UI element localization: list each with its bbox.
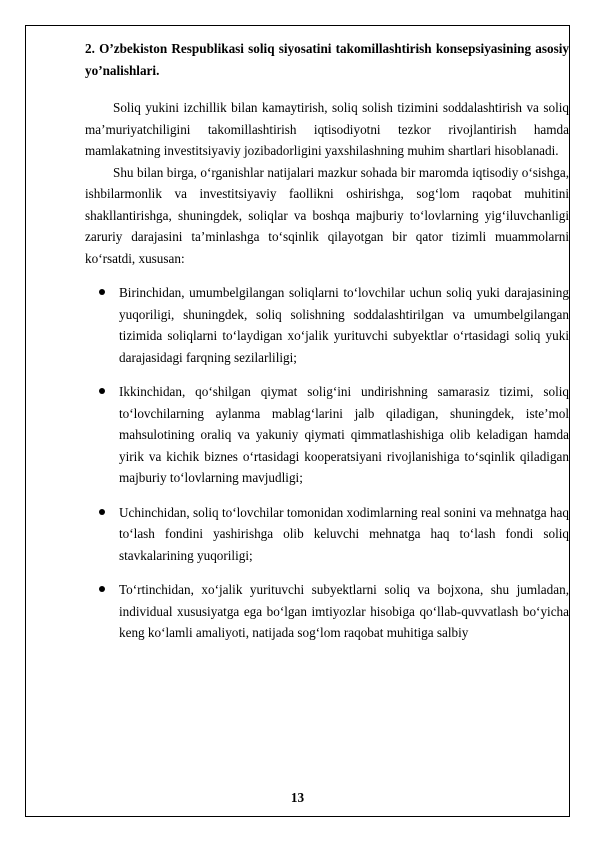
list-item-text: Ikkinchidan, qo‘shilgan qiymat solig‘ini undirishning samarasiz tizimi, soliq to‘lovchilarning aylanma mablag‘larini jalb qiladigan, shuningdek, iste’mol mahsulotining oraliq va yakuniy qiymati qimmatlashishiga olib keladigan hamda yirik va kichik biznes o‘rtasidagi kooperatsiyani rivojlanishiga to‘sqinlik qiladigan majburiy to‘lovlarning mavjudligi; xyxy=(119,384,569,485)
document-body xyxy=(85,38,569,657)
paragraph-1: Soliq yukini izchillik bilan kamaytirish, soliq solish tizimini soddalashtirish va soliq ma’muriyatchiligini takomillashtirish iqtisodiyotni tezkor rivojlantirish hamda mamlakatning investitsiyaviy jozibadorligini yaxshilashning muhim shartlari hisoblanadi. xyxy=(85,100,569,158)
list-item xyxy=(85,282,569,368)
bullet-icon xyxy=(99,289,105,295)
paragraph-2: Shu bilan birga, o‘rganishlar natijalari mazkur sohada bir maromda iqtisodiy o‘sishga, ishbilarmonlik va investitsiyaviy faollikni oshirishga, sog‘lom raqobat muhitini shakllantirishga, shuningdek, soliqlar va boshqa majburiy to‘lovlarning yig‘iluvchanligi zaruriy darajasini ta’minlashga to‘sqinlik qilayotgan bir qator tizimli muammolarni ko‘rsatdi, xususan: xyxy=(85,164,569,266)
list-item xyxy=(85,579,569,644)
bullet-icon xyxy=(99,586,105,592)
section-heading: 2. O’zbekiston Respublikasi soliq siyosatini takomillashtirish konsepsiyasining asosiy yo’nalishlari. xyxy=(85,41,569,78)
bullet-icon xyxy=(99,509,105,515)
list-item-text: Birinchidan, umumbelgilangan soliqlarni to‘lovchilar uchun soliq yuki darajasining yuqoriligi, shuningdek, soliq solishning soddalashtirilgan va umumbelgilangan tizimida soliqlarni to‘laydigan xo‘jalik yurituvchi subyektlar o‘rtasidagi soliq yuki darajasidagi farqning sezilarliligi; xyxy=(119,285,569,365)
list-item xyxy=(85,381,569,489)
page-number: 13 xyxy=(290,790,305,805)
bullet-icon xyxy=(99,388,105,394)
list-item-text: Uchinchidan, soliq to‘lovchilar tomonidan xodimlarning real sonini va mehnatga haq to‘lash fondini yashirishga olib keluvchi mehnatga haq to‘lash fondi soliq stavkalarining yuqoriligi; xyxy=(119,504,569,563)
list-item xyxy=(85,502,569,567)
bullet-list xyxy=(85,282,569,644)
list-item-text: To‘rtinchidan, xo‘jalik yurituvchi subyektlarni soliq va bojxona, shu jumladan, individual xususiyatga ega bo‘lgan imtiyozlar hisobiga qo‘llab-quvvatlash bo‘yicha keng ko‘lamli amaliyoti, natijada sog‘lom raqobat muhitiga salbiy xyxy=(119,582,569,640)
